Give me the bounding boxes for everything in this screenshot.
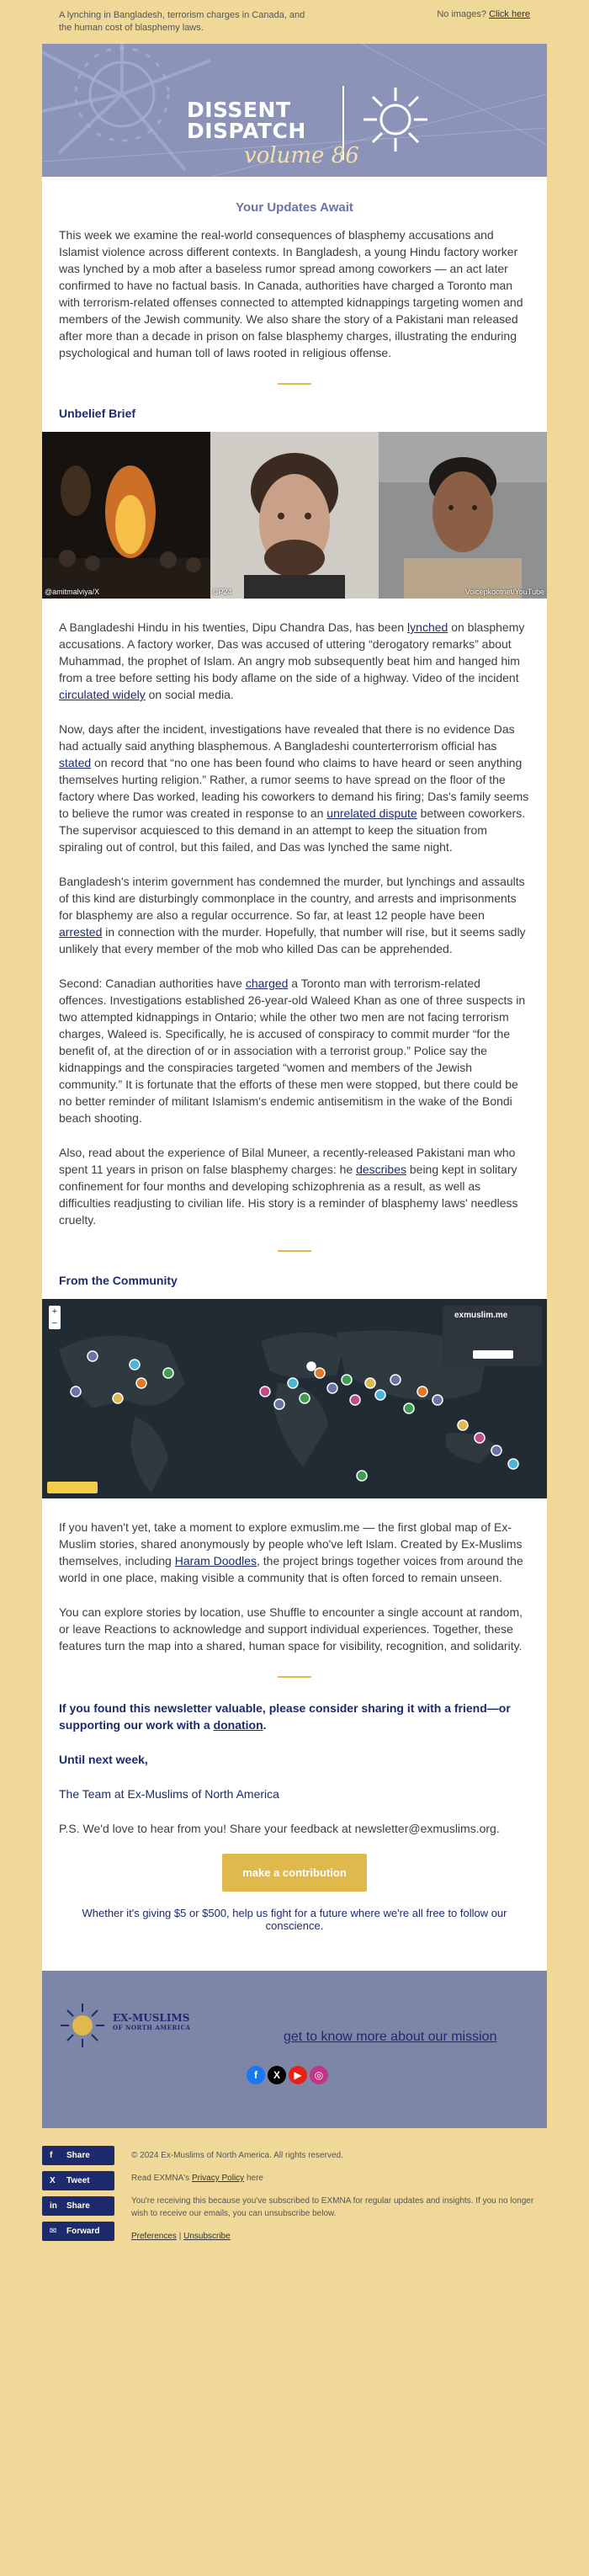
privacy-text-2: here: [244, 2174, 263, 2183]
forward-label: Forward: [66, 2227, 100, 2236]
arrested-link[interactable]: arrested: [59, 925, 103, 939]
intro-heading: Your Updates Await: [236, 200, 353, 215]
newsletter-content: [42, 177, 547, 1932]
sign-off: Until next week,: [59, 1753, 148, 1766]
charged-link[interactable]: charged: [245, 977, 289, 990]
share-request: [59, 1700, 530, 1733]
share-text-1: If you found this newsletter valuable, please consider sharing it with a friend—or supporting our work with a: [59, 1701, 511, 1732]
section-divider: [278, 1250, 311, 1252]
footer-banner: [42, 1971, 547, 2128]
brief-p4-text-2: a Toronto man with terrorism-related offences. Investigations established 26-year-old Waleed Khan as one of three suspects in two attempted kidnappings in Ontario; while the other two men are not facing terrorism charges, Waleed is. Specifically, he is accused of conspiracy to commit murder “for the benefit of, at the direction of or in association with a terrorist group.” Police say the kidnappings and the conspiracies targeted “women and members of the Jewish community.” It is fortunate that the efforts of these men were stopped, but there could be no better reminder of militant Islamism's endemic antisemitism in the wake of the Bondi beach shooting.: [59, 977, 526, 1125]
sun-icon: [363, 88, 427, 152]
tweet-label: Tweet: [66, 2176, 90, 2185]
view-in-browser-link[interactable]: Click here: [489, 9, 530, 19]
describes-link[interactable]: describes: [356, 1163, 406, 1176]
map-zoom-control[interactable]: + −: [49, 1306, 61, 1329]
fire-scene-image: [42, 432, 210, 599]
newsletter-card: [42, 44, 547, 2128]
share-text-2: .: [263, 1718, 267, 1732]
exmuslim-map-image[interactable]: [42, 1299, 547, 1498]
released-man-portrait-image: [379, 432, 547, 599]
brief-p4-text-1: Second: Canadian authorities have: [59, 977, 246, 990]
intro-paragraph: This week we examine the real-world consequences of blasphemy accusations and Islamist violence across different contexts. In Bangladesh, a young Hindu factory worker was lynched by a mob after a baseless rumor spread among coworkers — an act later confirmed to have no factual basis. In Canada, authorities have charged a Toronto man with terrorism-related offenses connected to attempted kidnappings targeting women and members of the Jewish community. We also share the story of a Pakistani man released after more than a decade in prison on false blasphemy charges, illustrating the enduring psychological and human toll of laws rooted in religious offense.: [59, 228, 523, 359]
facebook-icon[interactable]: f: [247, 2066, 265, 2084]
postscript: P.S. We'd love to hear from you! Share your feedback at newsletter@exmuslims.org.: [59, 1822, 500, 1835]
preference-links: [131, 2230, 544, 2243]
share-label: Share: [66, 2151, 90, 2160]
facebook-icon: f: [50, 2151, 53, 2160]
brief-paragraph-1: [59, 619, 530, 703]
map-info-panel: [443, 1306, 542, 1366]
tweet-button[interactable]: [42, 2171, 114, 2190]
forward-button[interactable]: [42, 2222, 114, 2241]
haram-doodles-link[interactable]: Haram Doodles: [174, 1554, 257, 1567]
hero-volume: volume 86: [244, 143, 359, 168]
brief-p1-text-1: A Bangladeshi Hindu in his twenties, Dipu Chandra Das, has been: [59, 620, 408, 634]
hero-title-line-1: DISSENT: [187, 98, 291, 122]
linkedin-icon: in: [50, 2201, 57, 2211]
photo-fire-protest: [42, 432, 210, 599]
hero-title-line-2: DISPATCH: [187, 119, 306, 143]
stated-link[interactable]: stated: [59, 756, 92, 769]
hero-banner: [42, 44, 547, 177]
photo-credit-2: CP24: [213, 588, 232, 596]
exmna-name-line-2: OF NORTH AMERICA: [113, 2024, 191, 2031]
legal-text: [131, 2149, 544, 2253]
preheader: [42, 0, 547, 44]
brief-paragraph-2: [59, 721, 530, 855]
x-twitter-icon[interactable]: X: [268, 2066, 286, 2084]
community-paragraph-2: You can explore stories by location, use Shuffle to encounter a single account at random, or leave Reactions to acknowledge and support individual experiences. Together, these features turn the map into a shared, human space for visibility, recognition, and solidarity.: [59, 1605, 523, 1653]
privacy-line: [131, 2172, 544, 2185]
exmna-name-line-1: EX-MUSLIMS: [113, 2012, 190, 2024]
lynched-link[interactable]: lynched: [407, 620, 448, 634]
preferences-link[interactable]: Preferences: [131, 2232, 177, 2241]
brief-p2-text-3: between coworkers. The supervisor acquiesced to this demand in an attempt to keep the situation from spiraling out of control, but this failed, and Das was lynched the same night.: [59, 806, 526, 854]
map-legend: [47, 1482, 98, 1493]
community-p1-text-2: , the project brings together voices from around the world in one place, making visible a community that is often forced to remain unseen.: [59, 1554, 523, 1584]
map-panel-button[interactable]: [473, 1350, 513, 1359]
no-images-notice: [437, 9, 530, 19]
photo-suspect: [210, 432, 379, 599]
section-divider: [278, 383, 311, 385]
section-divider: [278, 1676, 311, 1678]
cta-subtext: Whether it's giving $5 or $500, help us fight for a future where we're all free to follow our conscience.: [82, 1907, 507, 1932]
team-signature: The Team at Ex-Muslims of North America: [59, 1787, 279, 1801]
photo-credit-1: @amitmalviya/X: [45, 588, 100, 596]
hero-title: [187, 99, 306, 141]
community-paragraph-1: [59, 1519, 530, 1586]
brief-paragraph-4: [59, 975, 530, 1126]
no-images-prefix: No images?: [437, 9, 490, 19]
email-icon: ✉: [50, 2227, 57, 2236]
brief-heading: Unbelief Brief: [59, 407, 136, 420]
circulated-widely-link[interactable]: circulated widely: [59, 688, 146, 701]
privacy-policy-link[interactable]: Privacy Policy: [191, 2174, 245, 2183]
brief-p3-text-1: Bangladesh's interim government has condemned the murder, but lynchings and assaults of this kind are disturbingly commonplace in the country, and arrests and imprisonments for blasphemy are also a regular occurrence. So far, at least 12 people have been: [59, 875, 525, 922]
preheader-text: A lynching in Bangladesh, terrorism charges in Canada, and the human cost of blasphemy laws.: [59, 10, 305, 33]
privacy-text-1: Read EXMNA's: [131, 2174, 192, 2183]
make-contribution-button[interactable]: make a contribution: [222, 1854, 367, 1892]
brief-p5-text-1: Also, read about the experience of Bilal Muneer, a recently-released Pakistani man who spent 11 years in prison on false blasphemy charges: he: [59, 1146, 516, 1176]
donation-link[interactable]: donation: [213, 1718, 263, 1732]
instagram-icon[interactable]: ◎: [310, 2066, 328, 2084]
brief-p2-text-2: on record that “no one has been found who claims to have heard or seen anything themselves hurting religion.” Rather, a rumor seems to have spread on the floor of the factory where Das worked, leading his coworkers to demand his firing; Das's family seems to believe the rumor was created in response to an: [59, 756, 529, 820]
subscription-notice: You're receiving this because you've subscribed to EXMNA for regular updates and insights. If you no longer wish to receive our emails, you can unsubscribe below.: [131, 2196, 534, 2218]
copyright: © 2024 Ex-Muslims of North America. All rights reserved.: [131, 2151, 343, 2160]
brief-p1-text-3: on social media.: [145, 688, 234, 701]
brief-paragraph-3: [59, 873, 530, 957]
facebook-share-button[interactable]: [42, 2146, 114, 2165]
brief-photo-strip: [42, 432, 547, 599]
community-heading: From the Community: [59, 1274, 178, 1287]
cta-wrapper: [59, 1854, 530, 1892]
exmna-logo-icon[interactable]: [59, 2000, 109, 2051]
exmna-wordmark: [113, 2013, 191, 2033]
map-panel-title: exmuslim.me: [454, 1311, 508, 1320]
suspect-portrait-image: [210, 432, 379, 599]
email-footer: [42, 2128, 547, 2303]
link-separator: |: [178, 2232, 182, 2241]
brief-p1-text-2: on blasphemy accusations. A factory worker, Das was accused of uttering “derogatory remarks” about Muhammad, the prophet of Islam. An angry mob subsequently beat him and hanged him from a tree before setting his body aflame on the side of a highway. Video of the incident: [59, 620, 525, 684]
youtube-icon[interactable]: ▶: [289, 2066, 307, 2084]
unsubscribe-link[interactable]: Unsubscribe: [183, 2232, 231, 2241]
brief-p5-text-2: being kept in solitary confinement for four months and developing schizophrenia as a result, as well as difficulties readjusting to civilian life. His story is a reminder of blasphemy laws' needless cruelty.: [59, 1163, 518, 1227]
x-twitter-icon: X: [50, 2176, 56, 2185]
linkedin-share-label: Share: [66, 2201, 90, 2211]
photo-released-man: [379, 432, 547, 599]
social-links: [247, 2066, 328, 2084]
unrelated-dispute-link[interactable]: unrelated dispute: [326, 806, 417, 820]
mission-link[interactable]: get to know more about our mission: [284, 2030, 497, 2044]
brief-p3-text-2: in connection with the murder. Hopefully, that number will rise, but it seems sadly unlikely that every member of the mob who killed Das can be apprehended.: [59, 925, 526, 955]
photo-credit-3: Voicepkdotnet/YouTube: [464, 588, 544, 596]
brief-p2-text-1: Now, days after the incident, investigations have revealed that there is no evidence Das had actually said anything blasphemous. A Bangladeshi counterterrorism official has: [59, 722, 515, 753]
brief-paragraph-5: [59, 1144, 530, 1228]
linkedin-share-button[interactable]: [42, 2196, 114, 2216]
share-buttons: [42, 2146, 114, 2247]
community-p1-text-1: If you haven't yet, take a moment to explore exmuslim.me — the first global map of Ex-Muslim stories, shared anonymously by people who've left Islam. Created by Ex-Muslims themselves, including: [59, 1520, 523, 1567]
